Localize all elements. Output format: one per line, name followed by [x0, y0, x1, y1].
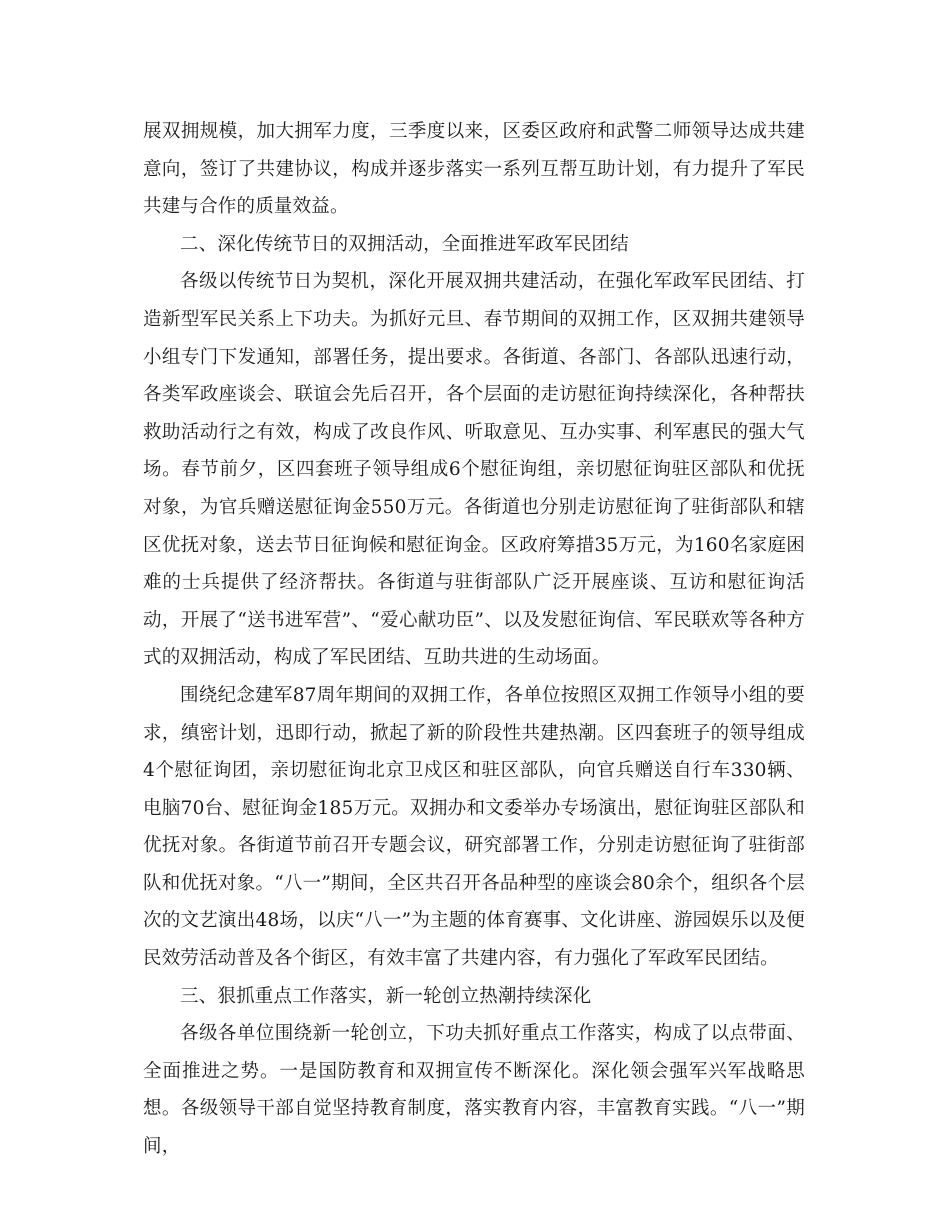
paragraph-army-day-anniversary: 围绕纪念建军87周年期间的双拥工作，各单位按照区双拥工作领导小组的要求，缜密计划，迅即行动，掀起了新的阶段性共建热潮。区四套班子的领导组成4个慰征询团，亲切慰征询北京卫戍区和驻区部队，向官兵赠送自行车330辆、电脑70台、慰征询金185万元。双拥办和文委举办专场演出，慰征询驻区部队和优抚对象。各街道节前召开专题会议，研究部署工作，分别走访慰征询了驻街部队和优抚对象。“八一”期间，全区共召开各品种型的座谈会80余个，组织各个层次的文艺演出48场，以庆“八一”为主题的体育赛事、文化讲座、游园娱乐以及便民效劳活动普及各个街区，有效丰富了共建内容，有力强化了军政军民团结。 — [143, 684, 805, 970]
paragraph-continuation: 展双拥规模，加大拥军力度，三季度以来，区委区政府和武警二师领导达成共建意向，签订了共建协议，构成并逐步落实一系列互帮互助计划，有力提升了军民共建与合作的质量效益。 — [143, 121, 805, 218]
paragraph-key-work: 各级各单位围绕新一轮创立，下功夫抓好重点工作落实，构成了以点带面、全面推进之势。一是国防教育和双拥宣传不断深化。深化领会强军兴军战略思想。各级领导干部自觉坚持教育制度，落实教育内容，丰富教育实践。“八一”期间， — [143, 1023, 805, 1158]
section-heading-3: 三、狠抓重点工作落实，新一轮创立热潮持续深化 — [180, 985, 592, 1007]
paragraph-festival-activities: 各级以传统节日为契机，深化开展双拥共建活动，在强化军政军民团结、打造新型军民关系上下功夫。为抓好元旦、春节期间的双拥工作，区双拥共建领导小组专门下发通知，部署任务，提出要求。各街道、各部门、各部队迅速行动，各类军政座谈会、联谊会先后召开，各个层面的走访慰征询持续深化，各种帮扶救助活动行之有效，构成了改良作风、听取意见、互办实事、利军惠民的强大气场。春节前夕，区四套班子领导组成6个慰征询组，亲切慰征询驻区部队和优抚对象，为官兵赠送慰征询金550万元。各街道也分别走访慰征询了驻街部队和辖区优抚对象，送去节日征询候和慰征询金。区政府筹措35万元，为160名家庭困难的士兵提供了经济帮扶。各街道与驻街部队广泛开展座谈、互访和慰征询活动，开展了“送书进军营”、“爱心献功臣”、以及发慰征询信、军民联欢等各种方式的双拥活动，构成了军民团结、互助共进的生动场面。 — [143, 271, 805, 669]
document-body — [143, 113, 805, 1166]
section-heading-2: 二、深化传统节日的双拥活动，全面推进军政军民团结 — [180, 233, 629, 255]
